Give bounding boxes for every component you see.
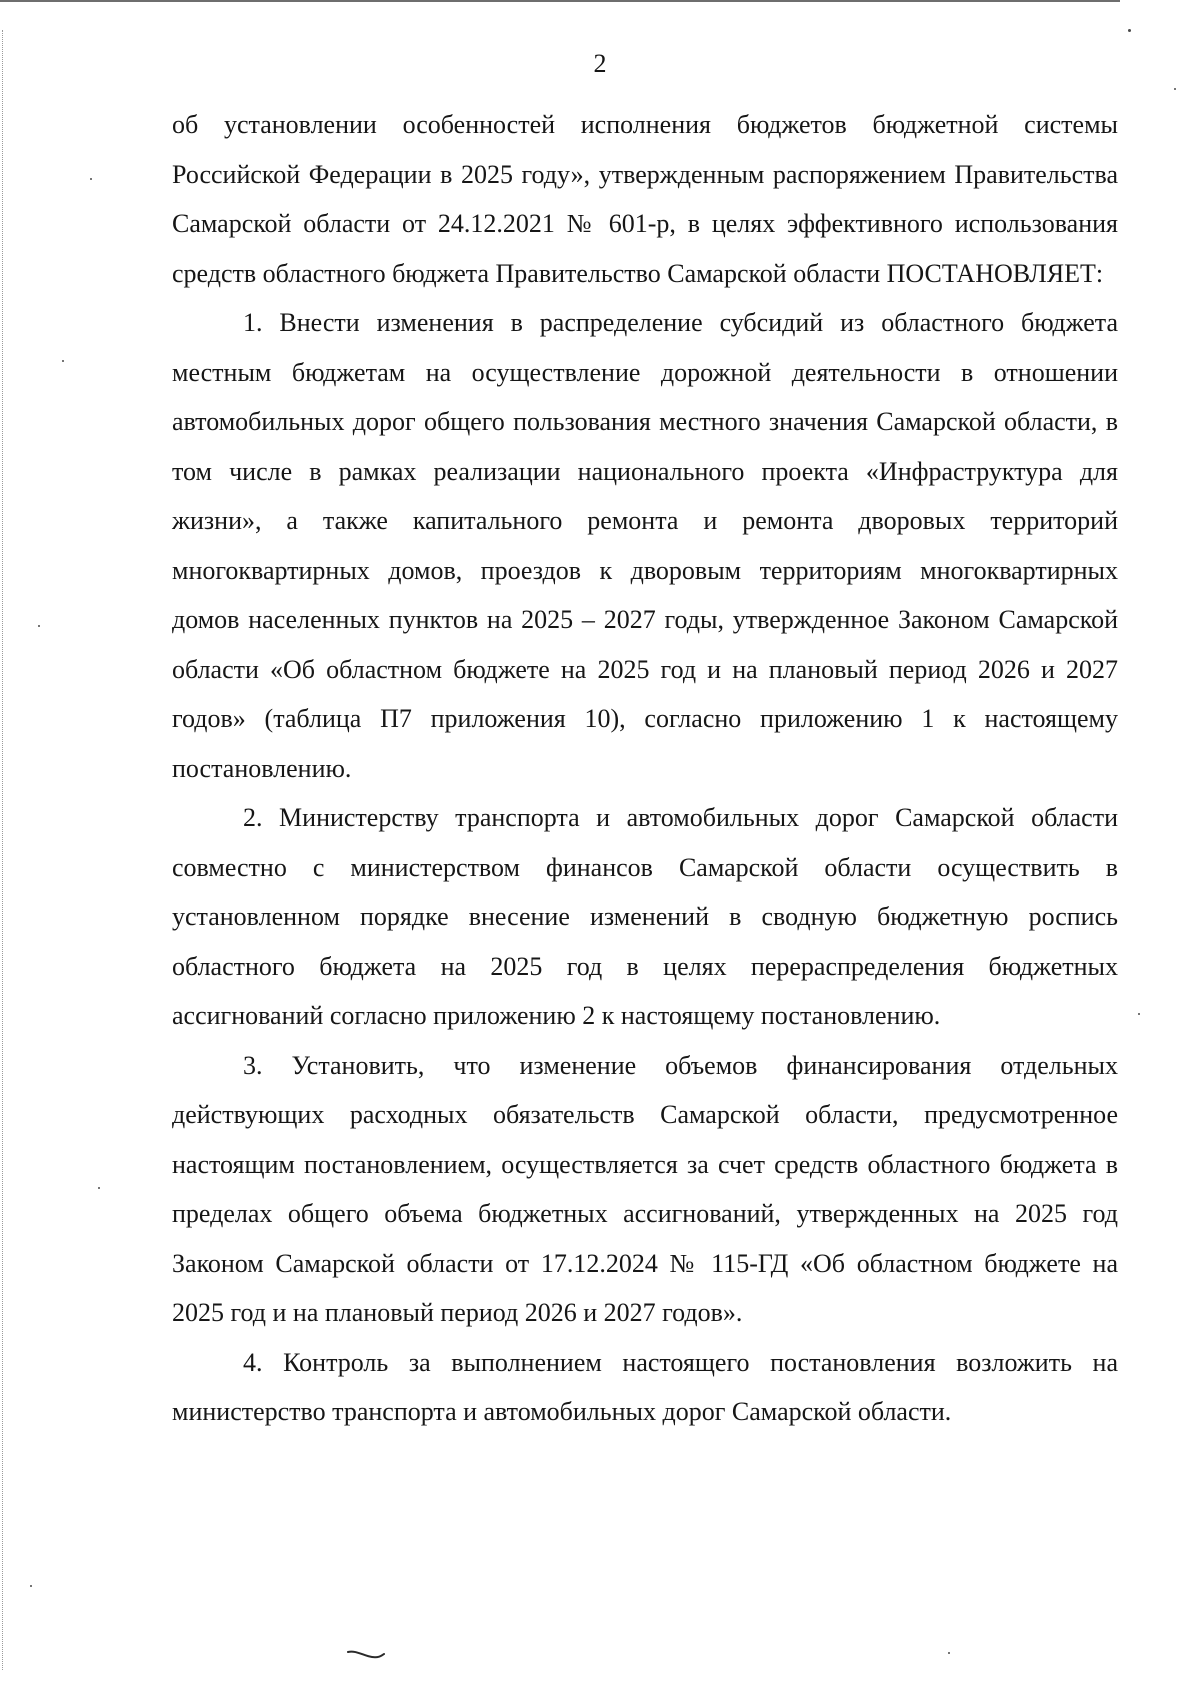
paragraph-preamble-continuation: об установлении особенностей исполнения бюджетов бюджетной системы Российской Федерации в 2025 году», утвержденным распоряжением Правительства Самарской области от 24.12.2021 № 601-р, в целях эффективного использования средств областного бюджета Правительство Самарской области ПОСТАНОВЛЯЕТ:: [172, 110, 1118, 288]
paragraph-item-4: 4. Контроль за выполнением настоящего постановления возложить на министерство транспорта и автомобильных дорог Самарской области.: [172, 1347, 1118, 1426]
scan-left-edge: [2, 30, 4, 1670]
scan-top-border: [0, 0, 1120, 2]
paragraph-item-2: 2. Министерству транспорта и автомобильных дорог Самарской области совместно с министерством финансов Самарской области осуществить в установленном порядке внесение изменений в сводную бюджетную роспись областного бюджета на 2025 год в целях перераспределения бюджетных ассигнований согласно приложению 2 к настоящему постановлению.: [172, 803, 1118, 1030]
scan-speck: [90, 178, 92, 180]
scan-speck: [30, 1585, 32, 1587]
scan-speck: [1138, 1013, 1140, 1015]
paragraph-item-1: 1. Внести изменения в распределение субсидий из областного бюджета местным бюджетам на осуществление дорожной деятельности в отношении автомобильных дорог общего пользования местного значения Самарской области, в том числе в рамках реализации национального проекта «Инфраструктура для жизни», а также капитального ремонта и ремонта дворовых территорий многоквартирных домов, проездов к дворовым территориям многоквартирных домов населенных пунктов на 2025 – 2027 годы, утвержденное Законом Самарской области «Об областном бюджете на 2025 год и на плановый период 2026 и 2027 годов» (таблица П7 приложения 10), согласно приложению 1 к настоящему постановлению.: [172, 308, 1118, 783]
page-number: 2: [593, 49, 607, 78]
scan-speck: [98, 1187, 100, 1189]
pen-mark: [346, 1646, 386, 1660]
paragraph-item-3: 3. Установить, что изменение объемов финансирования отдельных действующих расходных обязательств Самарской области, предусмотренное настоящим постановлением, осуществляется за счет средств областного бюджета в пределах общего объема бюджетных ассигнований, утвержденных на 2025 год Законом Самарской области от 17.12.2024 № 115-ГД «Об областном бюджете на 2025 год и на плановый период 2026 и 2027 годов».: [172, 1050, 1118, 1327]
scan-speck: [1174, 88, 1176, 90]
scan-speck: [38, 625, 40, 627]
document-body: [172, 100, 1118, 1437]
scan-speck: [1128, 29, 1131, 32]
scan-speck: [62, 360, 64, 362]
scan-speck: [948, 1652, 950, 1654]
